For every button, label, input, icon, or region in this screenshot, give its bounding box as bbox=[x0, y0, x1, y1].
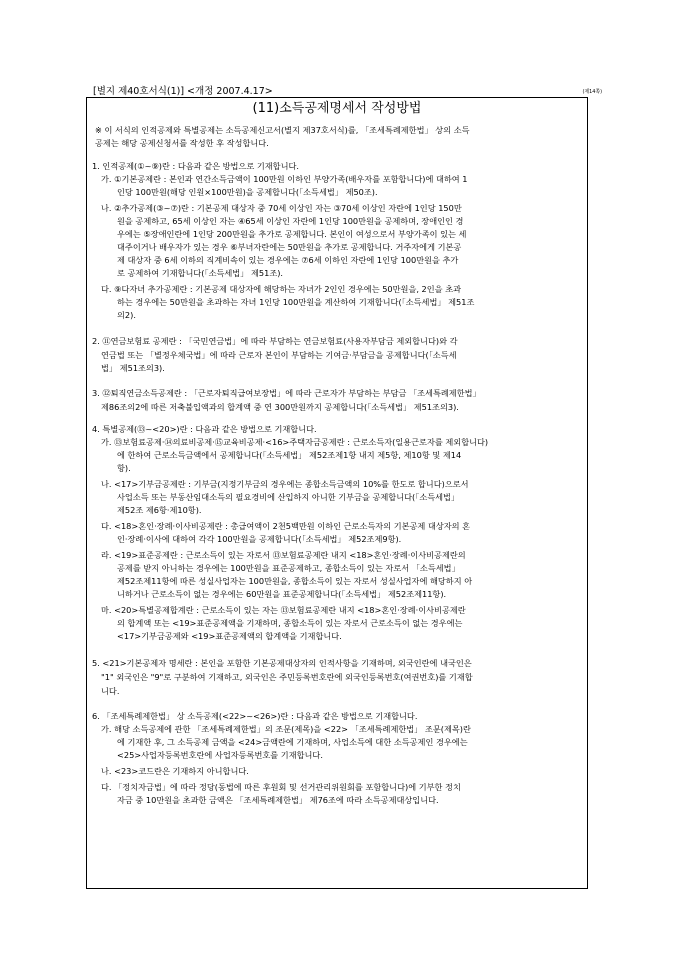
section-4-ma-line: 마. <20>특별공제합계란 : 근로소득이 있는 자는 ⑬보험료공제란 내지 <18>혼인·장례·이사비공제란 bbox=[101, 605, 466, 615]
section-6-ga-line: <25>사업자등록번호란에 사업자등록번호를 기재합니다. bbox=[117, 750, 323, 760]
section-6-ga-line: 가. 해당 소득공제에 관한 「조세특례제한법」의 조문(제목)을 <22> 「조세특례제한법」 조문(제목)란 bbox=[101, 724, 471, 734]
document-title: (11)소득공제명세서 작성방법 bbox=[252, 101, 422, 116]
section-1-ga-line: 인당 100만원(해당 인원×100만원)을 공제합니다(「소득세법」 제50조). bbox=[117, 187, 378, 197]
section-5-line: 5. <21>기본공제자 명세란 : 본인을 포함한 기본공제대상자의 인적사항을 기재하며, 외국인란에 내국인은 bbox=[92, 658, 472, 668]
note-line: ※ 이 서식의 인적공제와 특별공제는 소득공제신고서(별지 제37호서식)를, 「조세특례제한법」 상의 소득 bbox=[95, 125, 470, 135]
section-4-ra-line: 제52조제11항에 따른 성실사업자는 100만원을, 종합소득이 있는 자로서 성실사업자에 해당하지 아 bbox=[117, 576, 473, 586]
note-line: 공제는 해당 공제신청서를 작성한 후 작성합니다. bbox=[95, 138, 269, 148]
section-4-ma-line: <17>기부금공제와 <19>표준공제액의 합계액을 기재합니다. bbox=[117, 631, 342, 641]
section-6-heading: 6. 「조세특례제한법」 상 소득공제(<22>~<26>)란 : 다음과 같은 방법으로 기재합니다. bbox=[92, 711, 418, 721]
section-4-da-line: 인·장례·이사에 대하여 각각 100만원을 공제합니다(「소득세법」 제52조제9항). bbox=[117, 534, 402, 544]
section-6-da-line: 다. 「정치자금법」에 따라 정당(동법에 따른 후원회 및 선거관리위원회를 포함합니다)에 기부한 정치 bbox=[101, 782, 461, 792]
section-1-na-line: 우에는 ⑤장애인란에 1인당 200만원을 추가로 공제합니다. 본인이 여성으로서 부양가족이 있는 세 bbox=[117, 229, 467, 239]
section-1-na-line: 원을 공제하고, 65세 이상인 자는 ④65세 이상인 자란에 1인당 100만원을 공제하며, 장애인인 경 bbox=[117, 216, 464, 226]
section-2-line: 2. ⑪연금보험료 공제란 : 「국민연금법」에 따라 부담하는 연금보험료(사용자부담금 제외합니다)와 각 bbox=[92, 336, 458, 346]
section-4-na-line: 사업소득 또는 부동산임대소득의 필요경비에 산입하지 아니한 기부금을 공제합니다(「소득세법」 bbox=[117, 492, 460, 502]
page-number-label: (제14쪽) bbox=[582, 89, 602, 95]
section-4-na-line: 제52조 제6항·제10항). bbox=[117, 505, 202, 515]
section-4-ra-line: 공제를 받지 아니하는 경우에는 100만원을 표준공제하고, 종합소득이 있는 자로서 「소득세법」 bbox=[117, 563, 460, 573]
section-3-line: 제86조의2에 따른 저축불입액과의 합계액 중 연 300만원까지 공제합니다(「소득세법」 제51조의3). bbox=[101, 402, 459, 412]
section-4-ra-line: 라. <19>표준공제란 : 근로소득이 있는 자로서 ⑬보험료공제란 내지 <18>혼인·장례·이사비공제란의 bbox=[101, 550, 466, 560]
section-1-na-line: 나. ②추가공제(③~⑦)란 : 기본공제 대상자 중 70세 이상인 자는 ③70세 이상인 자란에 1인당 150만 bbox=[101, 203, 462, 213]
section-1-da-line: 하는 경우에는 50만원을 초과하는 자녀 1인당 100만원을 계산하여 기재합니다(「소득세법」 제51조 bbox=[117, 297, 475, 307]
section-1-heading: 1. 인적공제(①~⑨)란 : 다음과 같은 방법으로 기재합니다. bbox=[92, 161, 299, 171]
section-4-da-line: 다. <18>혼인·장례·이사비공제란 : 총급여액이 2천5백만원 이하인 근로소득자의 기본공제 대상자의 혼 bbox=[101, 521, 471, 531]
section-6-da-line: 자금 중 10만원을 초과한 금액은 「조세특례제한법」 제76조에 따라 소득공제대상입니다. bbox=[117, 795, 439, 805]
form-number-label: [별지 제40호서식(1)] <개정 2007.4.17> bbox=[93, 86, 273, 97]
section-6-na-line: 나. <23>코드란은 기재하지 아니합니다. bbox=[101, 766, 249, 776]
section-4-ga-line: 항). bbox=[117, 463, 131, 473]
section-3-line: 3. ⑫퇴직연금소득공제란 : 「근로자퇴직급여보장법」에 따라 근로자가 부담하는 부담금 「조세특례제한법」 bbox=[92, 388, 481, 398]
section-2-line: 법」 제51조의3). bbox=[101, 363, 165, 373]
section-1-da-line: 의2). bbox=[117, 310, 136, 320]
section-1-na-line: 대주이거나 배우자가 있는 경우 ⑥부녀자란에는 50만원을 추가로 공제합니다. 거주자에게 기본공 bbox=[117, 242, 462, 252]
section-4-ra-line: 니하거나 근로소득이 없는 경우에는 60만원을 표준공제합니다(「소득세법」 제52조제11항). bbox=[117, 589, 447, 599]
section-5-line: 니다. bbox=[101, 686, 120, 696]
section-1-da-line: 다. ⑨다자녀 추가공제란 : 기본공제 대상자에 해당하는 자녀가 2인인 경우에는 50만원을, 2인을 초과 bbox=[101, 284, 462, 294]
section-2-line: 연금법 또는 「별정우체국법」에 따라 근로자 본인이 부담하는 기여금·부담금을 공제합니다(「소득세 bbox=[101, 350, 457, 360]
section-5-line: "1" 외국인은 "9"로 구분하여 기재하고, 외국인은 주민등록번호란에 외국인등록번호(여권번호)를 기재합 bbox=[101, 672, 473, 682]
section-4-heading: 4. 특별공제(⑬~<20>)란 : 다음과 같은 방법으로 기재합니다. bbox=[92, 424, 317, 434]
section-4-na-line: 나. <17>기부금공제란 : 기부금(지정기부금의 경우에는 종합소득금액의 10%를 한도로 합니다)으로서 bbox=[101, 479, 469, 489]
section-1-na-line: 로 공제하여 기재합니다(「소득세법」 제51조). bbox=[117, 268, 284, 278]
section-1-ga-line: 가. ①기본공제란 : 본인과 연간소득금액이 100만원 이하인 부양가족(배우자를 포함합니다)에 대하여 1 bbox=[101, 174, 468, 184]
section-6-ga-line: 에 기재한 후, 그 소득공제 금액을 <24>금액란에 기재하며, 사업소득에 대한 소득공제인 경우에는 bbox=[117, 737, 468, 747]
section-4-ma-line: 의 합계액 또는 <19>표준공제액을 기재하며, 종합소득이 있는 자로서 근로소득이 없는 경우에는 bbox=[117, 618, 463, 628]
section-1-na-line: 제 대상자 중 6세 이하의 직계비속이 있는 경우에는 ⑦6세 이하인 자란에 1인당 100만원을 추가 bbox=[117, 255, 459, 265]
section-4-ga-line: 에 한하여 근로소득금액에서 공제합니다(「소득세법」 제52조제1항 내지 제5항, 제10항 및 제14 bbox=[117, 450, 462, 460]
section-4-ga-line: 가. ⑬보험료공제·⑭의료비공제·⑮교육비공제·<16>주택자금공제란 : 근로소득자(일용근로자를 제외합니다) bbox=[101, 437, 489, 447]
